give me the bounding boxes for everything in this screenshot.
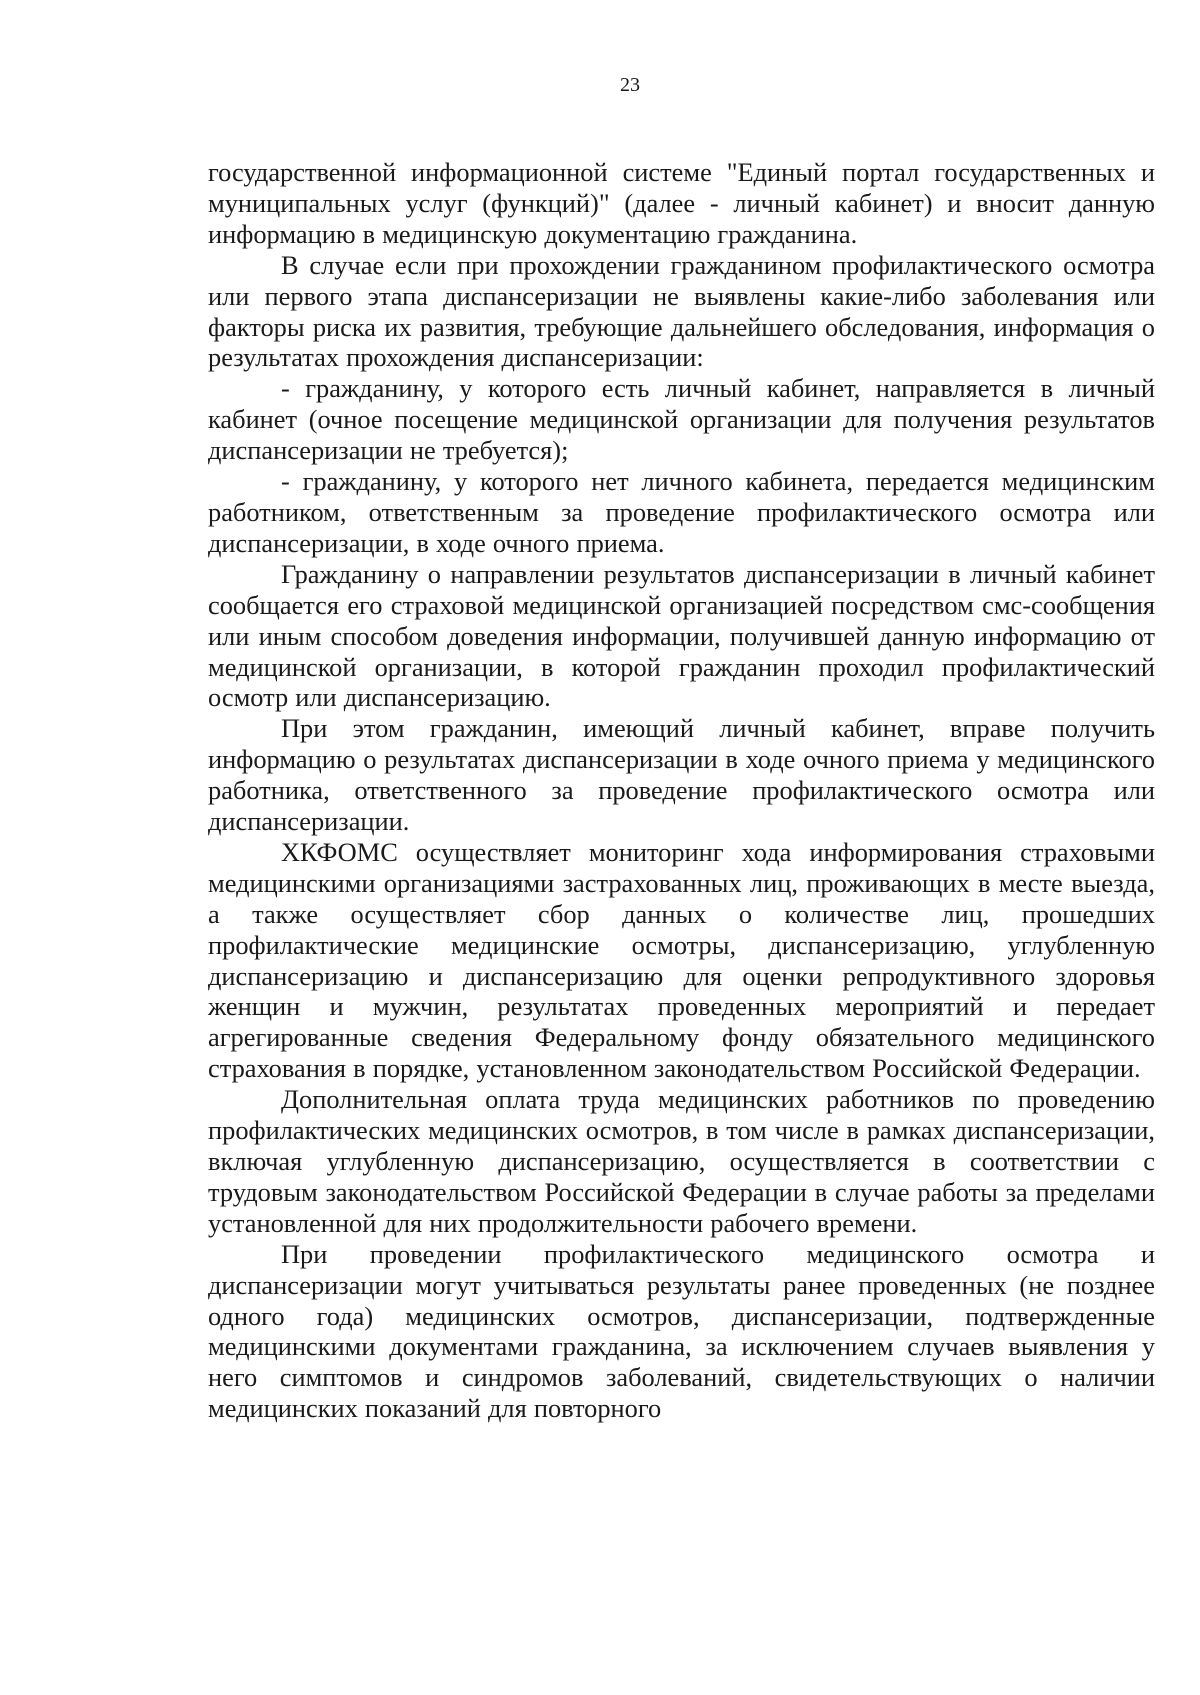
list-item: - гражданину, у которого есть личный кабинет, направляется в личный кабинет (очное посещение медицинской организации для получения результатов диспансеризации не требуется); — [208, 373, 1155, 466]
paragraph: Гражданину о направлении результатов диспансеризации в личный кабинет сообщается его страховой медицинской организацией посредством смс-сообщения или иным способом доведения информации, получившей данную информацию от медицинской организации, в которой гражданин проходил профилактический осмотр или диспансеризацию. — [208, 558, 1155, 713]
paragraph: В случае если при прохождении гражданином профилактического осмотра или первого этапа диспансеризации не выявлены какие-либо заболевания или факторы риска их развития, требующие дальнейшего обследования, информация о результатах прохождения диспансеризации: — [208, 249, 1155, 373]
page-number: 23 — [620, 74, 640, 96]
document-body — [208, 157, 1155, 1424]
paragraph: При проведении профилактического медицинского осмотра и диспансеризации могут учитываться результаты ранее проведенных (не позднее одного года) медицинских осмотров, диспансеризации, подтвержденные медицинскими документами гражданина, за исключением случаев выявления у него симптомов и синдромов заболеваний, свидетельствующих о наличии медицинских показаний для повторного — [208, 1238, 1155, 1424]
paragraph: ХКФОМС осуществляет мониторинг хода информирования страховыми медицинскими организациями застрахованных лиц, проживающих в месте выезда, а также осуществляет сбор данных о количестве лиц, прошедших профилактические медицинские осмотры, диспансеризацию, углубленную диспансеризацию и диспансеризацию для оценки репродуктивного здоровья женщин и мужчин, результатах проведенных мероприятий и передает агрегированные сведения Федеральному фонду обязательного медицинского страхования в порядке, установленном законодательством Российской Федерации. — [208, 836, 1155, 1084]
paragraph: При этом гражданин, имеющий личный кабинет, вправе получить информацию о результатах диспансеризации в ходе очного приема у медицинского работника, ответственного за проведение профилактического осмотра или диспансеризации. — [208, 713, 1155, 837]
list-item: - гражданину, у которого нет личного кабинета, передается медицинским работником, ответственным за проведение профилактического осмотра или диспансеризации, в ходе очного приема. — [208, 466, 1155, 558]
paragraph-continuation: государственной информационной системе "Единый портал государственных и муниципальных услуг (функций)" (далее - личный кабинет) и вносит данную информацию в медицинскую документацию гражданина. — [208, 157, 1155, 249]
paragraph: Дополнительная оплата труда медицинских работников по проведению профилактических медицинских осмотров, в том числе в рамках диспансеризации, включая углубленную диспансеризацию, осуществляется в соответствии с трудовым законодательством Российской Федерации в случае работы за пределами установленной для них продолжительности рабочего времени. — [208, 1084, 1155, 1238]
